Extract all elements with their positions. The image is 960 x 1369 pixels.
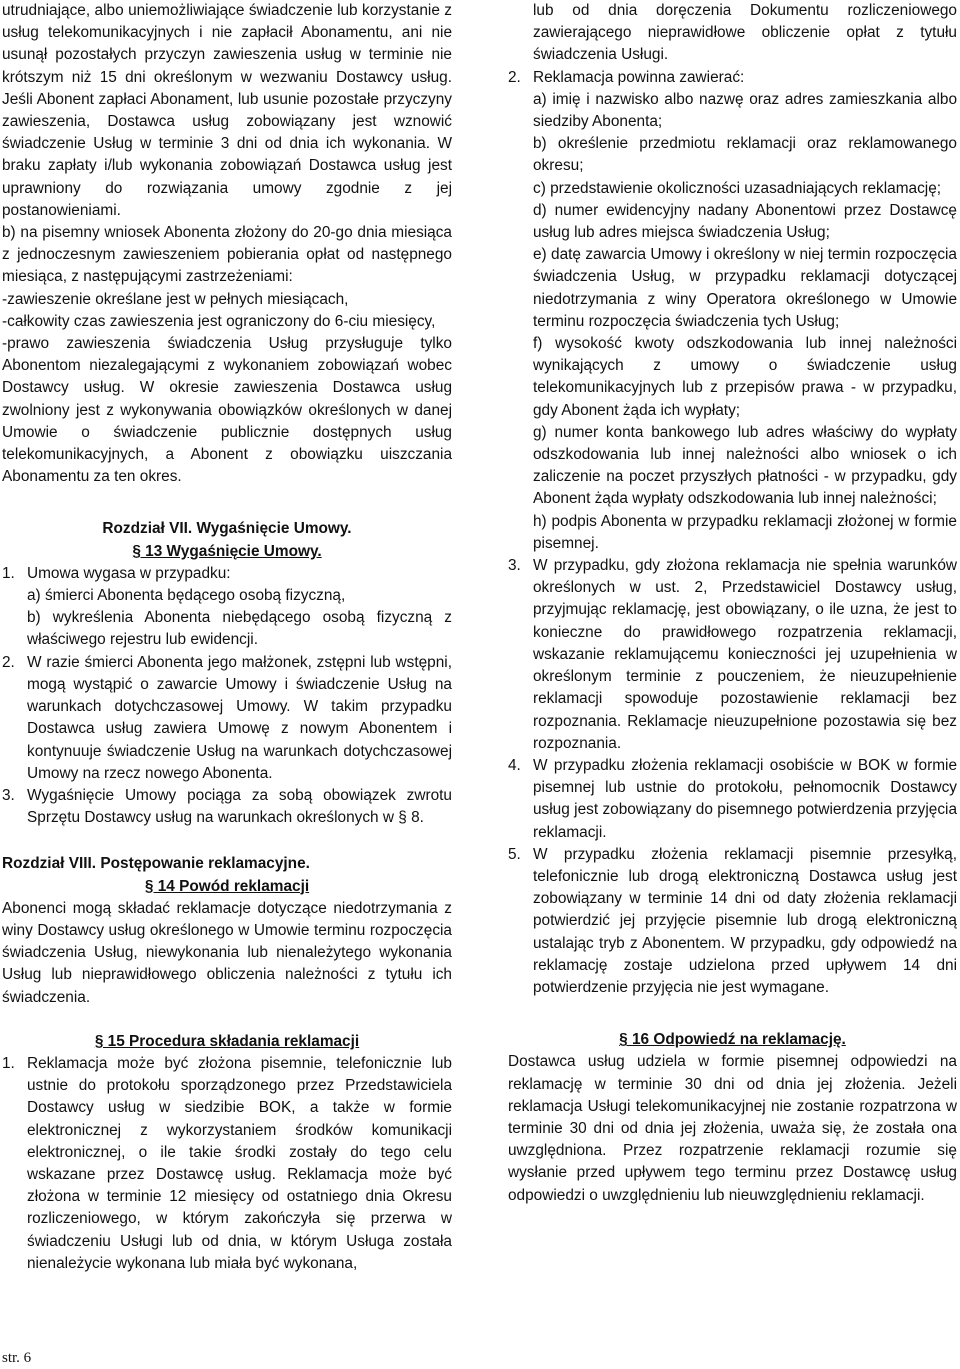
section-15-item-2g: g) numer konta bankowego lub adres właściwy do wypłaty odszkodowania lub innej należności albo wniosek o ich zaliczenie na poczet przyszłych płatności - w przypadku, gdy Abonent żąda wypłaty odszkodowania lub innej należności; [533,423,957,508]
section-15-item-2d: d) numer ewidencyjny nadany Abonentowi przez Dostawcę usług lub adres miejsca świadczenia Usług; [533,201,957,242]
section-15-item-2a: a) imię i nazwisko albo nazwę oraz adres zamieszkania albo siedziby Abonenta; [533,90,957,131]
section-15-item-1: 1. Reklamacja może być złożona pisemnie, telefonicznie lub ustnie do protokołu sporządzonego przez Przedstawiciela Dostawcy usług w siedzibie BOK, a także w formie elektronicznej z wykorzystaniem środków komunikacji elektronicznej, o ile takie środki zostały do tego celu wskazane przez Dostawcę usług. Reklamacja może być złożona w terminie 12 miesięcy od ostatniego dnia Okresu rozliczeniowego, w którym zakończyła się przerwa w świadczeniu Usługi lub od dnia, w którym Usługa została nienależycie wykonana lub miała być wykonana, [2,1054,452,1272]
section-14-title: § 14 Powód reklamacji [144,877,310,895]
section-13-item-1a: a) śmierci Abonenta będącego osobą fizyczną, [27,587,346,605]
suspension-condition: -całkowity czas zawieszenia jest ograniczony do 6-ciu miesięcy, [2,312,436,330]
section-16-text: Dostawca usług udziela w formie pisemnej odpowiedzi na reklamację w terminie 30 dni od dnia jej złożenia. Jeżeli reklamacja Usługi telekomunikacyjnej nie zostanie rozpatrzona w terminie 30 dni od dnia jej złożenia, uważa się, że została ona uwzględniona. Przez rozpatrzenie reklamacji rozumie się wysłanie przed upływem tego terminu przez Dostawcę usług odpowiedzi o uwzględnieniu lub nieuwzględnieniu reklamacji. [508,1053,957,1204]
section-15-item-1-continued: lub od dnia doręczenia Dokumentu rozliczeniowego zawierającego nieprawidłowe obliczenie opłat z tytułu świadczenia Usługi. [533,2,957,64]
suspension-condition: -zawieszenie określane jest w pełnych miesiącach, [2,290,349,308]
suspension-condition: -prawo zawieszenia świadczenia Usług przysługuje tylko Abonentom niezalegającymi z wykonaniem zobowiązań wobec Dostawcy usług. W okresie zawieszenia Dostawca usług zwolniony jest z wykonywania obowiązków określonych w danej Umowie o świadczenie publicznie dostępnych usług telekomunikacyjnych, a Abonent z obowiązku uiszczania Abonamentu za ten okres. [2,335,452,486]
right-column [508,0,957,1207]
left-column [2,0,452,1275]
intro-paragraph: utrudniające, albo uniemożliwiające świadczenie lub korzystanie z usług telekomunikacyjnych i nie zapłacił Abonamentu, ani nie usunął pozostałych przyczyn zawieszenia usług w terminie nie krótszym niż 15 dni określonym w wezwaniu Dostawcy usług. Jeśli Abonent zapłaci Abonament, lub usunie pozostałe przyczyny zawieszenia, Dostawca usług zobowiązany jest wznowić świadczenie Usług w terminie 3 dni od dnia ich wykonania. W braku zapłaty i/lub wykonania zobowiązań Dostawca usług jest uprawniony do rozwiązania umowy zgodnie z jej postanowieniami. [2,2,452,219]
section-13-item-2: 2. W razie śmierci Abonenta jego małżonek, zstępni lub wstępni, mogą wystąpić o zawarcie Umowy i świadczenie Usług na warunkach dotychczasowej Umowy. W takim przypadku Dostawca usług zawiera Umowę z nowym Abonentem i kontynuuje świadczenie Usług na warunkach dotychczasowej Umowy na rzecz nowego Abonenta. [2,653,452,782]
section-13-item-3: 3. Wygaśnięcie Umowy pociąga za sobą obowiązek zwrotu Sprzętu Dostawcy usług na warunkach określonych w § 8. [2,786,452,827]
section-15-item-3: 3. W przypadku, gdy złożona reklamacja nie spełnia warunków określonych w ust. 2, Przedstawiciel Dostawcy usług, przyjmując reklamację, jest obowiązany, o ile uzna, że jest to konieczne do prawidłowego rozpatrzenia reklamacji, wskazanie reklamującemu konieczności jej uzupełnienia w określonym terminie z pouczeniem, że nieuzupełnienie reklamacji spowoduje pozostawienie reklamacji bez rozpoznania. Reklamacje nieuzupełnione pozostawia się bez rozpoznania. [508,557,957,752]
chapter-7-title: Rozdział VII. Wygaśnięcie Umowy. [102,520,352,538]
section-15-item-2h: h) podpis Abonenta w przypadku reklamacji złożonej w formie pisemnej. [533,512,957,552]
section-15-item-2e: e) datę zawarcia Umowy i określony w niej termin rozpoczęcia świadczenia Usług, w przypadku reklamacji dotyczącej niedotrzymania z winy Operatora określonego w Umowie terminu rozpoczęcia świadczenia tych Usług; [533,246,957,330]
section-15-item-2b: b) określenie przedmiotu reklamacji oraz reklamowanego okresu; [533,135,957,175]
section-15-item-2: 2. Reklamacja powinna zawierać: [508,68,745,86]
suspension-request: b) na pisemny wniosek Abonenta złożony do 20-go dnia miesiąca z jednoczesnym zawieszeniem pobierania opłat od następnego miesiąca, z następującymi zastrzeżeniami: [2,224,452,286]
section-15-item-2f: f) wysokość kwoty odszkodowania lub innej należności wynikających z umowy o świadczenie usług telekomunikacyjnych lub z przepisów prawa - w przypadku, gdy Abonent żąda ich wypłaty; [533,335,957,419]
section-15-title: § 15 Procedura składania reklamacji [94,1032,360,1050]
section-13-item-1: 1. Umowa wygasa w przypadku: [2,564,231,582]
section-13-title: § 13 Wygaśnięcie Umowy. [132,542,322,560]
section-13-item-1b: b) wykreślenia Abonenta niebędącego osobą fizyczną z właściwego rejestru lub ewidencji. [27,609,452,649]
section-15-item-2c: c) przedstawienie okoliczności uzasadniających reklamację; [533,179,942,197]
page-number: str. 6 [2,1350,32,1366]
section-14-text: Abonenci mogą składać reklamacje dotyczące niedotrzymania z winy Dostawcy usług określonego w Umowie terminu rozpoczęcia świadczenia Usług, niewykonania lub nienależytego wykonania Usług lub nieprawidłowego obliczenia należności z tytułu ich świadczenia. [2,899,452,1006]
section-15-item-4: 4. W przypadku złożenia reklamacji osobiście w BOK w formie pisemnej lub ustnie do protokołu, pełnomocnik Dostawcy usług jest zobowiązany do pisemnego potwierdzenia przyjęcia reklamacji. [508,756,957,841]
chapter-8-title: Rozdział VIII. Postępowanie reklamacyjne. [2,855,310,873]
section-15-item-5: 5. W przypadku złożenia reklamacji pisemnie przesyłką, telefonicznie lub drogą elektroniczną Dostawca usług jest zobowiązany w terminie 14 dni od daty złożenia reklamacji potwierdzić jej przyjęcie pisemnie lub drogą elektroniczną ustalając tryb z Abonentem. W przypadku, gdy odpowiedź na reklamację zostaje udzielona przed upływem 14 dni potwierdzenie przyjęcia nie jest wymagane. [508,845,957,996]
section-16-title: § 16 Odpowiedź na reklamację. [619,1031,846,1049]
